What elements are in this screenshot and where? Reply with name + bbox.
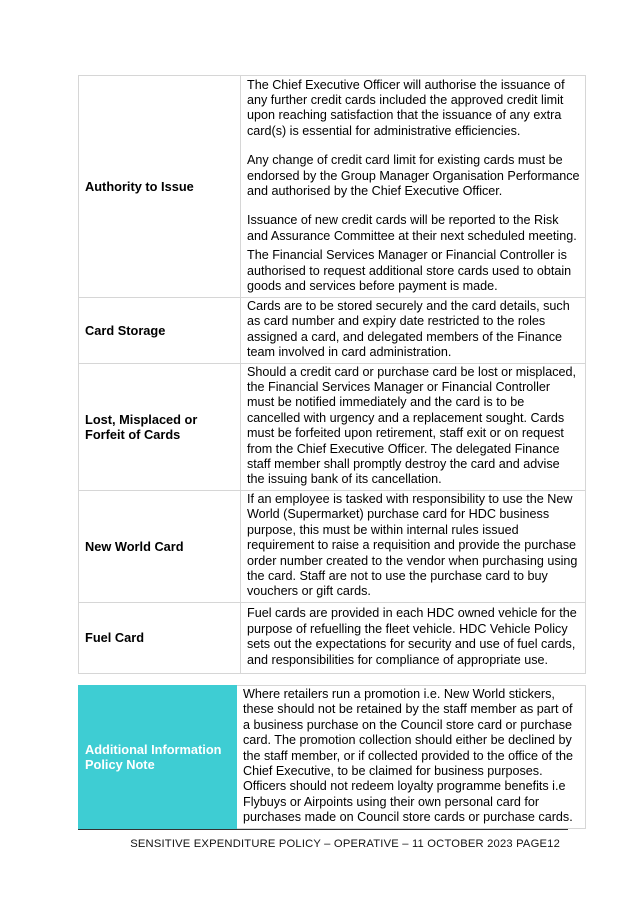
row-label-authority-to-issue: Authority to Issue [79, 76, 241, 298]
paragraph: Issuance of new credit cards will be reported to the Risk and Assurance Committee at their next scheduled meeting. [247, 213, 577, 243]
table-row [79, 686, 586, 829]
row-text-lost-misplaced [241, 363, 586, 490]
table-row [79, 76, 586, 298]
footer-divider [78, 829, 568, 830]
row-label-new-world-card: New World Card [79, 490, 241, 602]
page-footer: SENSITIVE EXPENDITURE POLICY – OPERATIVE – 11 OCTOBER 2023 PAGE12 [130, 838, 560, 850]
row-label-card-storage: Card Storage [79, 298, 241, 364]
paragraph: If an employee is tasked with responsibility to use the New World (Supermarket) purchase card for HDC business purpose, this must be within internal rules issued requirement to raise a requisition and provide the purchase order number created to the vendor when purchasing using the card. Staff are not to use the purchase card to buy vouchers or gift cards. [247, 491, 578, 599]
row-text-authority-to-issue [241, 76, 586, 298]
row-label-lost-misplaced: Lost, Misplaced or Forfeit of Cards [79, 363, 241, 490]
table-row [79, 363, 586, 490]
paragraph: Cards are to be stored securely and the card details, such as card number and expiry date restricted to the roles assigned a card, and delegated members of the Finance team involved in card administration. [247, 299, 570, 360]
paragraph: Should a credit card or purchase card be lost or misplaced, the Financial Services Manager or Financial Controller must be notified immediately and the card is to be cancelled with urgency and a replacement sought. Cards must be forfeited upon retirement, staff exit or on request from the Chief Executive Officer. The delegated Finance staff member shall promptly destroy the card and advise the issuing bank of its cancellation. [247, 364, 577, 487]
row-text-card-storage [241, 298, 586, 364]
policy-note-table [78, 685, 586, 829]
paragraph: The Chief Executive Officer will authorise the issuance of any further credit cards included the approved credit limit upon reaching satisfaction that the issuance of any extra card(s) is essential for administrative efficiencies. [247, 77, 565, 138]
row-text-fuel-card [241, 602, 586, 673]
paragraph: Fuel cards are provided in each HDC owned vehicle for the purpose of refuelling the fleet vehicle. HDC Vehicle Policy sets out the expectations for security and use of fuel cards, and responsibilities for compliance of appropriate use. [247, 606, 577, 667]
row-text-new-world-card [241, 490, 586, 602]
paragraph: The Financial Services Manager or Financial Controller is authorised to request additional store cards used to obtain goods and services before payment is made. [247, 248, 572, 294]
policy-note-text: Where retailers run a promotion i.e. New World stickers, these should not be retained by the staff member as part of a business purchase on the Council store card or purchase card. The promotion collection should either be declined by the staff member, or if collected provided to the office of the Chief Executive, to be claimed for business purposes. Officers should not redeem loyalty programme benefits i.e Flybuys or Airpoints using their own personal card for purchases made on Council store cards or purchase cards. [237, 686, 586, 829]
row-label-fuel-card: Fuel Card [79, 602, 241, 673]
policy-note-label: Additional Information Policy Note [79, 686, 237, 829]
table-row [79, 602, 586, 673]
policy-table [78, 75, 586, 674]
paragraph: Any change of credit card limit for existing cards must be endorsed by the Group Manager Organisation Performance and authorised by the Chief Executive Officer. [247, 153, 580, 198]
table-row [79, 298, 586, 364]
table-row [79, 490, 586, 602]
